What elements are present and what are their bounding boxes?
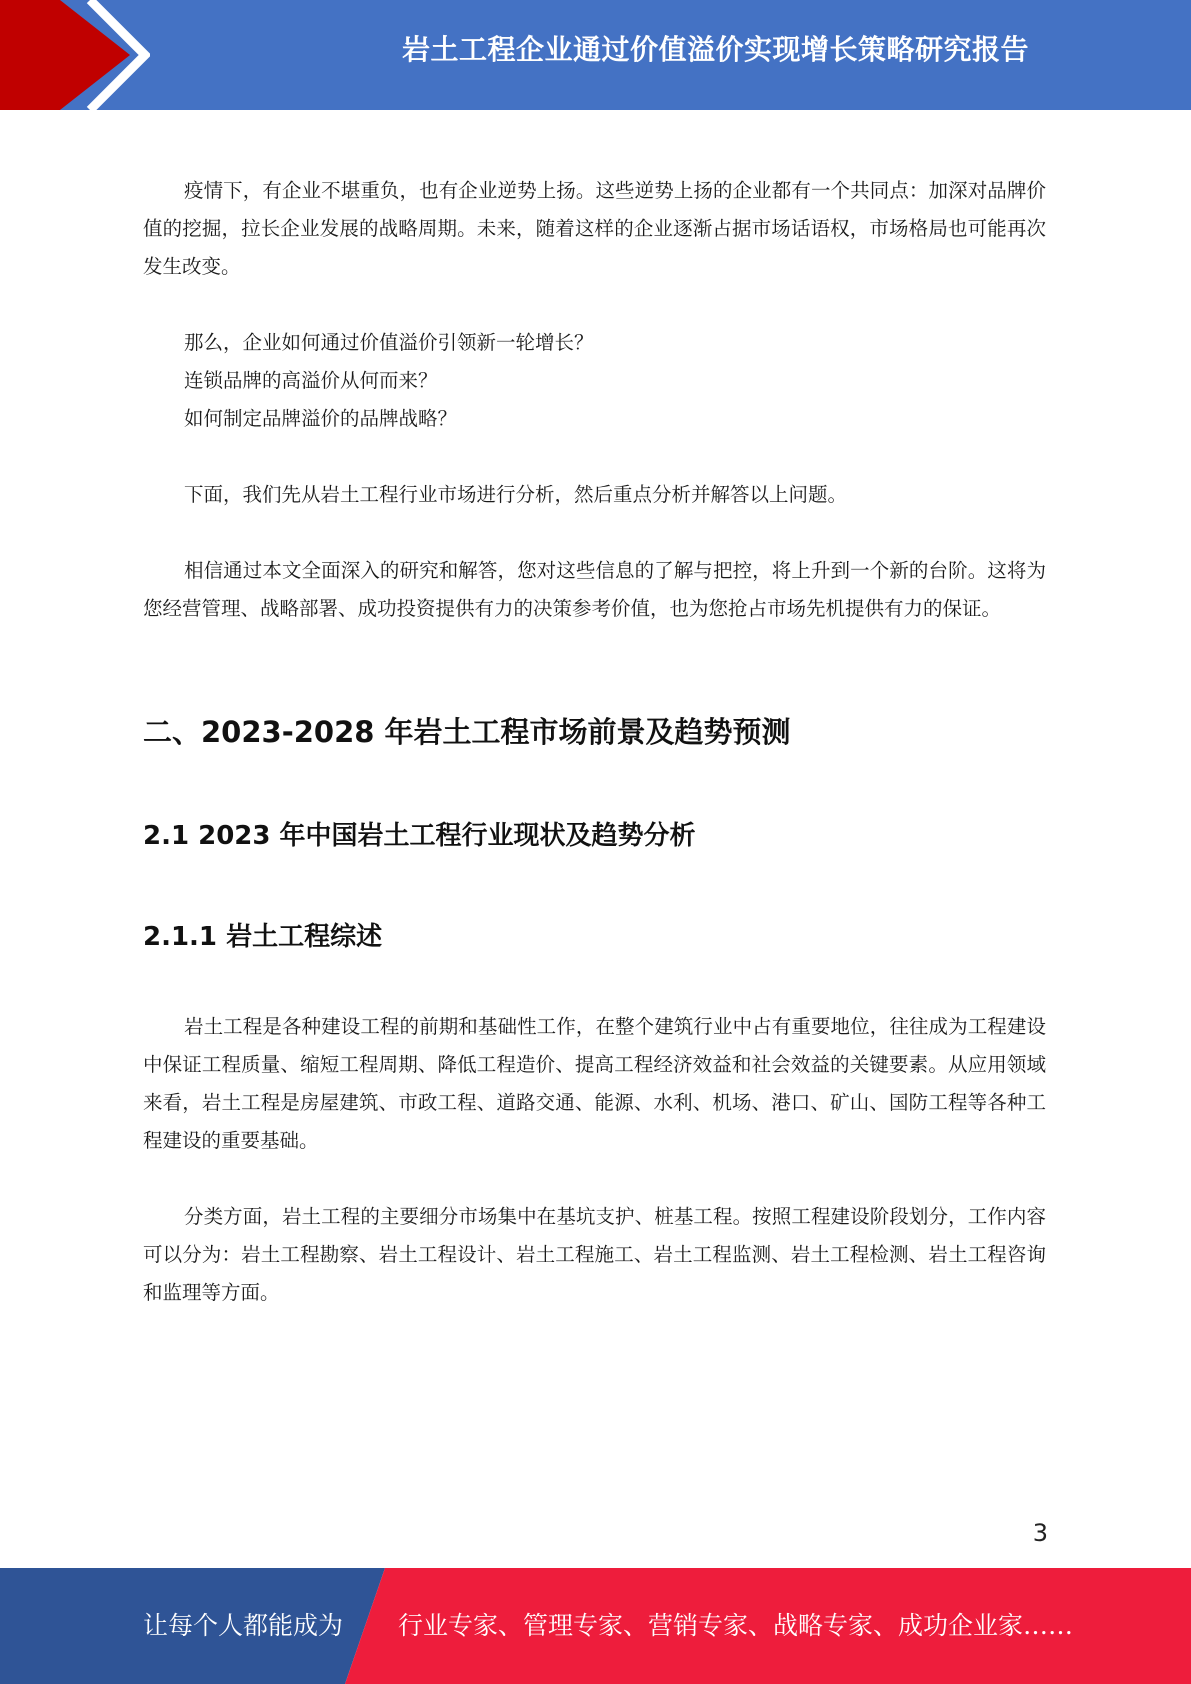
intro-paragraph-3 <box>143 552 1046 628</box>
header-chevron-icon <box>0 0 150 110</box>
intro-text-2: 下面，我们先从岩土工程行业市场进行分析，然后重点分析并解答以上问题。 <box>184 483 848 506</box>
subsection-heading: 2.1 2023 年中国岩土工程行业现状及趋势分析 <box>143 821 696 851</box>
footer-slogan-left: 让每个人都能成为 <box>143 1611 344 1640</box>
question-item: 如何制定品牌溢价的品牌战略？ <box>184 407 458 430</box>
page-header <box>0 0 1191 110</box>
question-item: 那么，企业如何通过价值溢价引领新一轮增长？ <box>184 331 594 354</box>
question-item: 连锁品牌的高溢价从何而来？ <box>184 369 438 392</box>
intro-paragraph-2 <box>143 476 1046 514</box>
section-text-2: 分类方面，岩土工程的主要细分市场集中在基坑支护、桩基工程。按照工程建设阶段划分，工作内容可以分为：岩土工程勘察、岩土工程设计、岩土工程施工、岩土工程监测、岩土工程检测、岩土工程咨询和监理等方面。 <box>143 1205 1046 1304</box>
intro-paragraph-1 <box>143 172 1046 286</box>
intro-text-1: 疫情下，有企业不堪重负，也有企业逆势上扬。这些逆势上扬的企业都有一个共同点：加深对品牌价值的挖掘，拉长企业发展的战略周期。未来，随着这样的企业逐渐占据市场话语权，市场格局也可能再次发生改变。 <box>143 179 1046 278</box>
question-list <box>143 324 1046 438</box>
section-paragraph-2 <box>143 1198 1046 1312</box>
subsubsection-heading: 2.1.1 岩土工程综述 <box>143 922 383 952</box>
page-number: 3 <box>1032 1519 1048 1547</box>
section-paragraph-1 <box>143 1008 1046 1160</box>
section-heading: 二、2023-2028 年岩土工程市场前景及趋势预测 <box>143 715 791 749</box>
page-footer <box>0 1568 1191 1684</box>
intro-text-3: 相信通过本文全面深入的研究和解答，您对这些信息的了解与把控，将上升到一个新的台阶。这将为您经营管理、战略部署、成功投资提供有力的决策参考价值，也为您抢占市场先机提供有力的保证。 <box>143 559 1046 620</box>
section-text-1: 岩土工程是各种建设工程的前期和基础性工作，在整个建筑行业中占有重要地位，往往成为工程建设中保证工程质量、缩短工程周期、降低工程造价、提高工程经济效益和社会效益的关键要素。从应用领域来看，岩土工程是房屋建筑、市政工程、道路交通、能源、水利、机场、港口、矿山、国防工程等各种工程建设的重要基础。 <box>143 1015 1046 1152</box>
footer-slogan-right: 行业专家、管理专家、营销专家、战略专家、成功企业家…… <box>398 1611 1074 1640</box>
report-title: 岩土工程企业通过价值溢价实现增长策略研究报告 <box>401 33 1029 66</box>
